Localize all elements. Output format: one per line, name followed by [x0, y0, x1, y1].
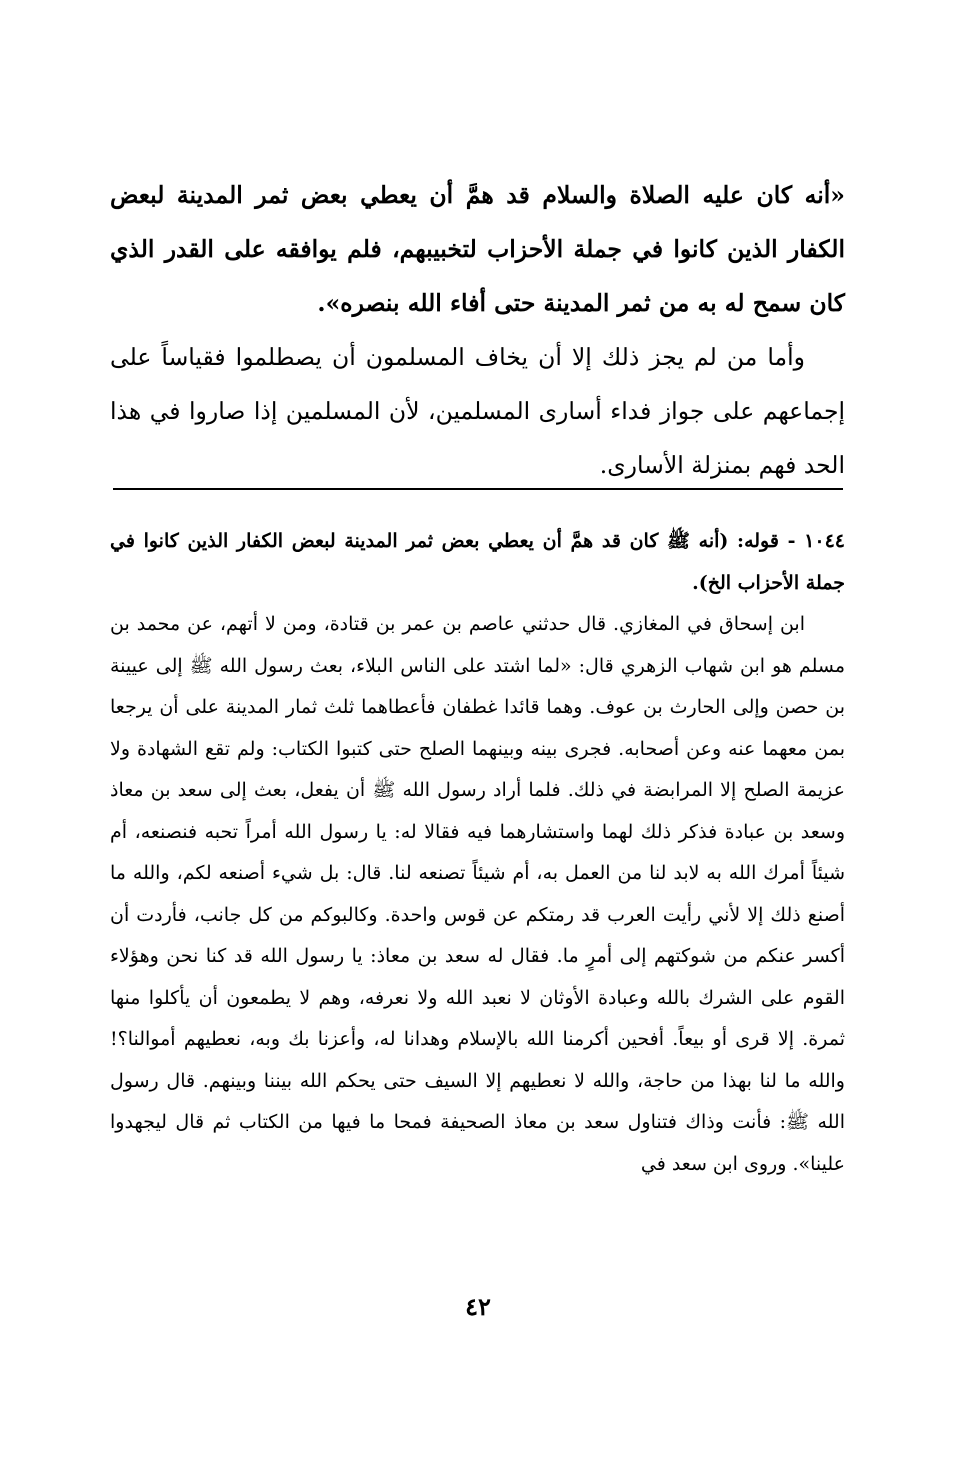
main-text-block — [110, 168, 845, 492]
main-quote: «أنه كان عليه الصلاة والسلام قد همَّ أن يعطي بعض ثمر المدينة لبعض الكفار الذين كانوا في جملة الأحزاب لتخبيبهم، فلم يوافقه على القدر الذي كان سمح له به من ثمر المدينة حتى أفاء الله بنصره». — [110, 181, 845, 317]
footnote-heading: ١٠٤٤ - قوله: (أنه ﷺ كان قد همَّ أن يعطي بعض ثمر المدينة لبعض الكفار الذين كانوا في جملة الأحزاب الخ). — [110, 530, 845, 594]
footnote-divider — [113, 488, 843, 490]
main-paragraph: وأما من لم يجز ذلك إلا أن يخاف المسلمون أن يصطلموا فقياساً على إجماعهم على جواز فداء أسارى المسلمين، لأن المسلمين إذا صاروا في هذا الحد فهم بمنزلة الأسارى. — [110, 343, 845, 479]
footnote-block — [110, 521, 845, 1185]
footnote-body: ابن إسحاق في المغازي. قال حدثني عاصم بن عمر بن قتادة، ومن لا أتهم، عن محمد بن مسلم هو ابن شهاب الزهري قال: «لما اشتد على الناس البلاء، بعث رسول الله ﷺ إلى عيينة بن حصن وإلى الحارث بن عوف. وهما قائدا غطفان فأعطاهما ثلث ثمار المدينة على أن يرجعا بمن معهما عنه وعن أصحابه. فجرى بينه وبينهما الصلح حتى كتبوا الكتاب: ولم تقع الشهادة ولا عزيمة الصلح إلا المرابضة في ذلك. فلما أراد رسول الله ﷺ أن يفعل، بعث إلى سعد بن معاذ وسعد بن عبادة فذكر ذلك لهما واستشارهما فيه فقالا له: يا رسول الله أمراً تحبه فنصنعه، أم شيئاً أمرك الله به لابد لنا من العمل به، أم شيئاً تصنعه لنا. قال: بل شيء أصنعه لكم، والله ما أصنع ذلك إلا لأني رأيت العرب قد رمتكم عن قوس واحدة. وكالبوكم من كل جانب، فأردت أن أكسر عنكم من شوكتهم إلى أمرٍ ما. فقال له سعد بن معاذ: يا رسول الله قد كنا نحن وهؤلاء القوم على الشرك بالله وعبادة الأوثان لا نعبد الله ولا نعرفه، وهم لا يطمعون أن يأكلوا منها ثمرة. إلا قرى أو بيعاً. أفحين أكرمنا الله بالإسلام وهدانا له، وأعزنا بك وبه، نعطيهم أموالنا؟! والله ما لنا بهذا من حاجة، والله لا نعطيهم إلا السيف حتى يحكم الله بيننا وبينهم. قال رسول الله ﷺ: فأنت وذاك فتناول سعد بن معاذ الصحيفة فمحا ما فيها من الكتاب ثم قال ليجهدوا علينا». وروى ابن سعد في — [110, 613, 845, 1175]
page-number: ٤٢ — [465, 1292, 491, 1321]
